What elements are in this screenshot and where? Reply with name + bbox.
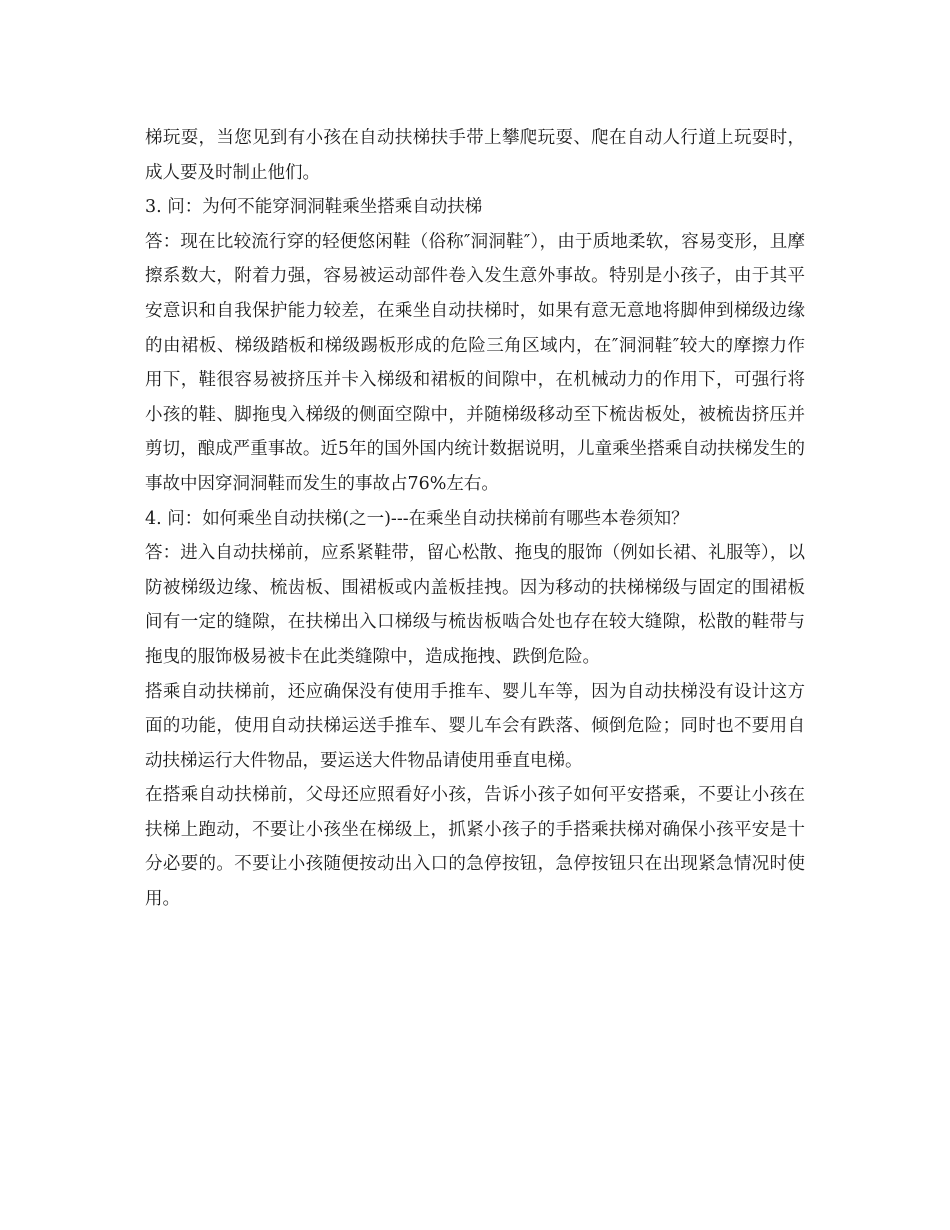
answer-4-part-1: 答：进入自动扶梯前，应系紧鞋带，留心松散、拖曳的服饰（例如长裙、礼服等），以防被梯级边缘、梳齿板、围裙板或内盖板挂拽。因为移动的扶梯梯级与固定的围裙板间有一定的缝隙，在扶梯出入口梯级与梳齿板啮合处也存在较大缝隙，松散的鞋带与拖曳的服饰极易被卡在此类缝隙中，造成拖拽、跌倒危险。 [145,543,805,667]
paragraph-continuation: 梯玩耍，当您见到有小孩在自动扶梯扶手带上攀爬玩耍、爬在自动人行道上玩耍时，成人要及时制止他们。 [145,128,805,183]
answer-4-part-3: 在搭乘自动扶梯前，父母还应照看好小孩，告诉小孩子如何平安搭乘，不要让小孩在扶梯上跑动，不要让小孩坐在梯级上，抓紧小孩子的手搭乘扶梯对确保小孩平安是十分必要的。不要让小孩随便按动出入口的急停按钮，急停按钮只在出现紧急情况时使用。 [145,785,805,910]
question-4: 4. 问：如何乘坐自动扶梯(之一)---在乘坐自动扶梯前有哪些本卷须知？ [145,508,689,529]
answer-4-part-2: 搭乘自动扶梯前，还应确保没有使用手推车、婴儿车等，因为自动扶梯没有设计这方面的功能，使用自动扶梯运送手推车、婴儿车会有跌落、倾倒危险；同时也不要用自动扶梯运行大件物品，要运送大件物品请使用垂直电梯。 [145,681,805,771]
question-3: 3. 问：为何不能穿洞洞鞋乘坐搭乘自动扶梯 [145,197,483,218]
document-body [145,121,805,917]
answer-3: 答：现在比较流行穿的轻便悠闲鞋（俗称″洞洞鞋″），由于质地柔软，容易变形，且摩擦系数大，附着力强，容易被运动部件卷入发生意外事故。特别是小孩子，由于其平安意识和自我保护能力较差，在乘坐自动扶梯时，如果有意无意地将脚伸到梯级边缘的由裙板、梯级踏板和梯级踢板形成的危险三角区域内，在″洞洞鞋″较大的摩擦力作用下，鞋很容易被挤压并卡入梯级和裙板的间隙中，在机械动力的作用下，可强行将小孩的鞋、脚拖曳入梯级的侧面空隙中，并随梯级移动至下梳齿板处，被梳齿挤压并剪切，酿成严重事故。近5年的国外国内统计数据说明，儿童乘坐搭乘自动扶梯发生的事故中因穿洞洞鞋而发生的事故占76%左右。 [145,231,805,494]
